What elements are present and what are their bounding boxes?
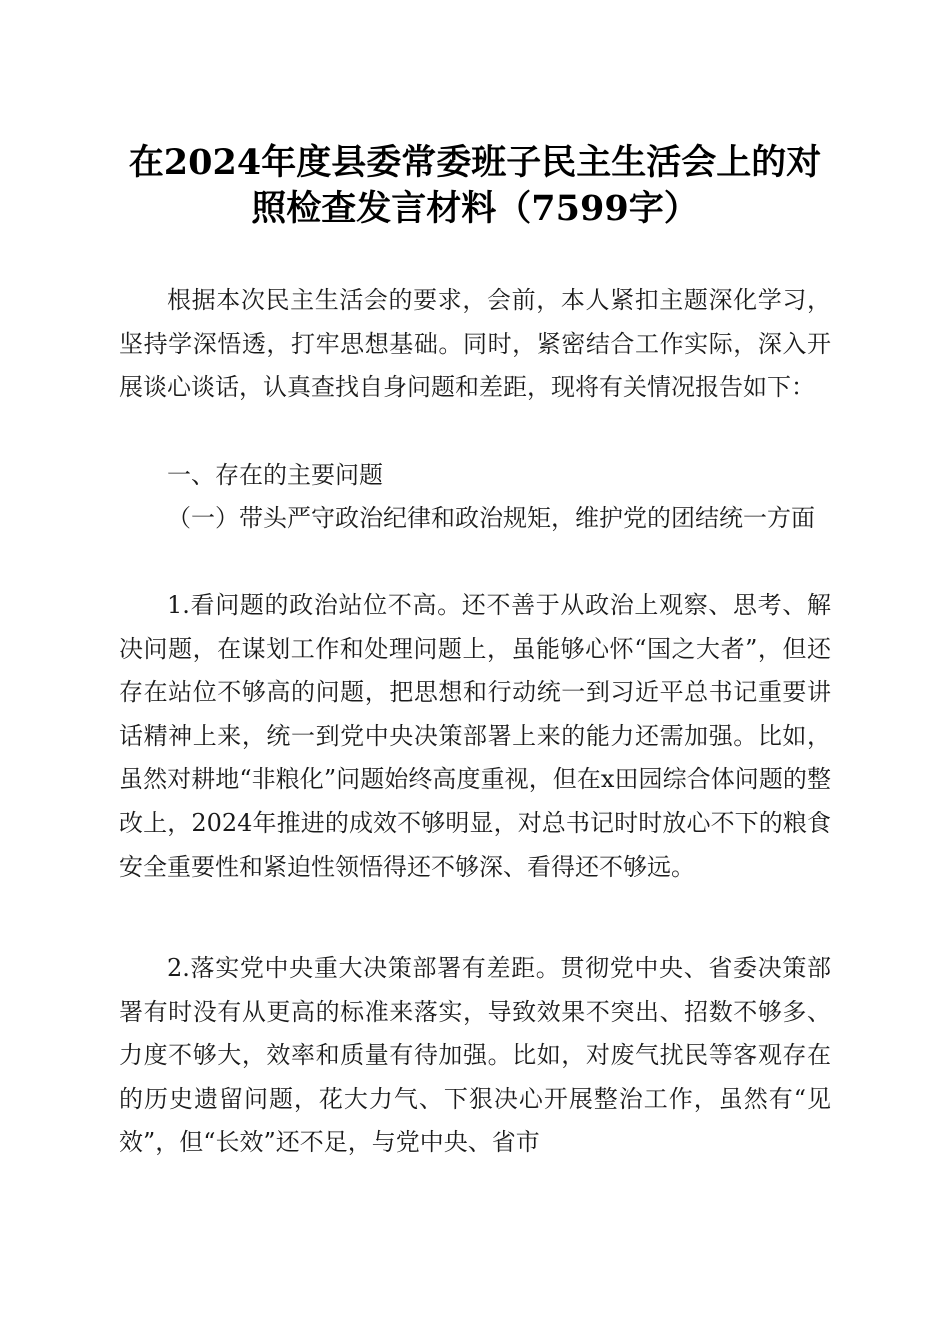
document-title-line-2: 照检查发言材料（7599字）: [251, 188, 699, 229]
point-1-paragraph: 1.看问题的政治站位不高。还不善于从政治上观察、思考、解决问题，在谋划工作和处理问题上，虽能够心怀“国之大者”，但还存在站位不够高的问题，把思想和行动统一到习近平总书记重要讲话精神上来，统一到党中央决策部署上来的能力还需加强。比如，虽然对耕地“非粮化”问题始终高度重视，但在x田园综合体问题的整改上，2024年推进的成效不够明显，对总书记时时放心不下的粮食安全重要性和紧迫性领悟得还不够深、看得还不够远。: [119, 591, 831, 881]
section-1-heading: 一、存在的主要问题: [167, 461, 383, 489]
intro-paragraph: 根据本次民主生活会的要求，会前，本人紧扣主题深化学习，坚持学深悟透，打牢思想基础。同时，紧密结合工作实际，深入开展谈心谈话，认真查找自身问题和差距，现将有关情况报告如下：: [119, 286, 831, 402]
subsection-1-heading: （一）带头严守政治纪律和政治规矩，维护党的团结统一方面: [167, 504, 815, 532]
point-2-paragraph: 2.落实党中央重大决策部署有差距。贯彻党中央、省委决策部署有时没有从更高的标准来落实，导致效果不突出、招数不够多、力度不够大，效率和质量有待加强。比如，对废气扰民等客观存在的历史遗留问题，花大力气、下狠决心开展整治工作，虽然有“见效”，但“长效”还不足，与党中央、省市: [119, 954, 831, 1157]
document-title-line-1: 在2024年度县委常委班子民主生活会上的对: [128, 142, 822, 183]
